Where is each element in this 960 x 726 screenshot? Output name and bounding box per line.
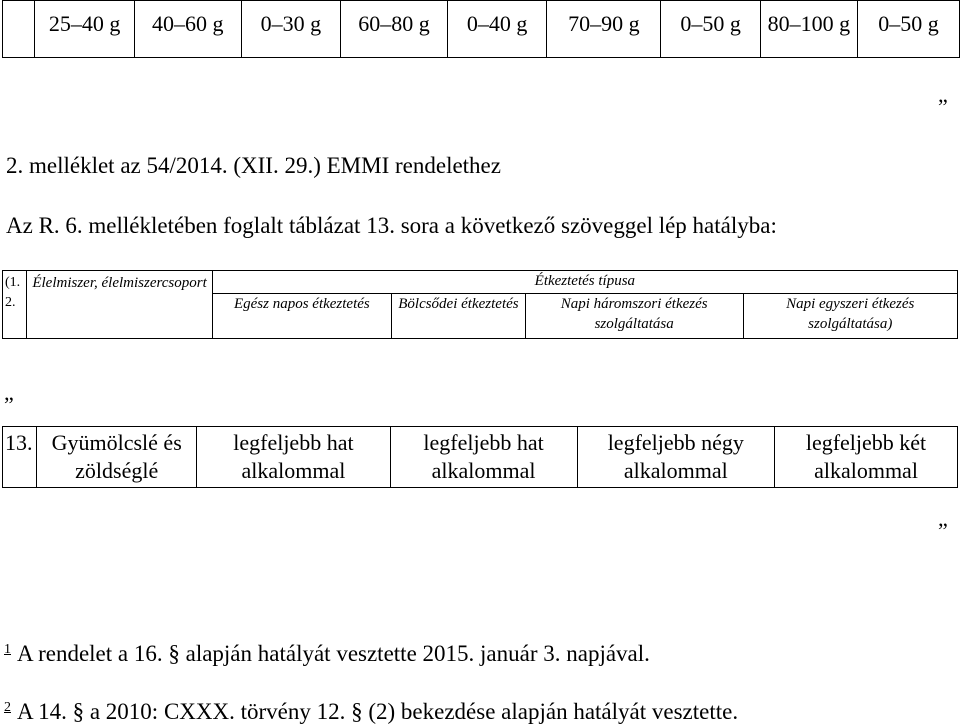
table-cell: 0–50 g xyxy=(857,1,959,58)
intro-text: Az R. 6. mellékletében foglalt táblázat 13. sora a következő szöveggel lép hatályba: xyxy=(6,213,777,238)
footnote-2 xyxy=(4,698,738,726)
row-one-meal: legfeljebb két alkalommal xyxy=(775,427,958,488)
footnote-1-text: A rendelet a 16. § alapján hatályát vesztette 2015. január 3. napjával. xyxy=(17,641,650,666)
header-catering-type: Étkeztetés típusa xyxy=(212,271,957,294)
closing-quote-2: ” xyxy=(938,518,948,543)
footnote-2-text: A 14. § a 2010: CXXX. törvény 12. § (2) bekezdése alapján hatályát vesztette. xyxy=(17,699,739,724)
table-cell: 0–40 g xyxy=(447,1,547,58)
row-full-day: legfeljebb hat alkalommal xyxy=(197,427,390,488)
header-col-number: (1. 2. xyxy=(3,271,27,339)
closing-quote: ” xyxy=(938,94,948,119)
table-cell xyxy=(3,1,35,58)
table-cell: 0–30 g xyxy=(241,1,341,58)
row-three-meals: legfeljebb négy alkalommal xyxy=(577,427,774,488)
table-cell: 0–50 g xyxy=(661,1,761,58)
header-table xyxy=(2,270,958,339)
table-cell: 70–90 g xyxy=(547,1,661,58)
row-number: 13. xyxy=(3,427,37,488)
row-food: Gyümölcslé és zöldséglé xyxy=(37,427,197,488)
header-food: Élelmiszer, élelmiszercsoport xyxy=(27,271,212,339)
footnote-2-link[interactable]: 2 xyxy=(4,700,11,715)
table-cell: 25–40 g xyxy=(35,1,135,58)
header-nursery: Bölcsődei étkeztetés xyxy=(392,294,526,339)
footnote-1-link[interactable]: 1 xyxy=(4,642,11,657)
table-cell: 80–100 g xyxy=(760,1,857,58)
footnote-1 xyxy=(4,640,650,668)
header-three-meals: Napi háromszori étkezés szolgáltatása xyxy=(525,294,743,339)
annex-title: 2. melléklet az 54/2014. (XII. 29.) EMMI rendelethez xyxy=(6,153,501,178)
table-cell: 60–80 g xyxy=(341,1,448,58)
opening-quote: „ xyxy=(4,380,14,405)
header-one-meal: Napi egyszeri étkezés szolgáltatása) xyxy=(743,294,958,339)
table-cell: 40–60 g xyxy=(134,1,241,58)
header-full-day: Egész napos étkeztetés xyxy=(212,294,391,339)
previous-table-row xyxy=(2,0,960,58)
row-nursery: legfeljebb hat alkalommal xyxy=(390,427,577,488)
row-13-table xyxy=(2,426,958,488)
